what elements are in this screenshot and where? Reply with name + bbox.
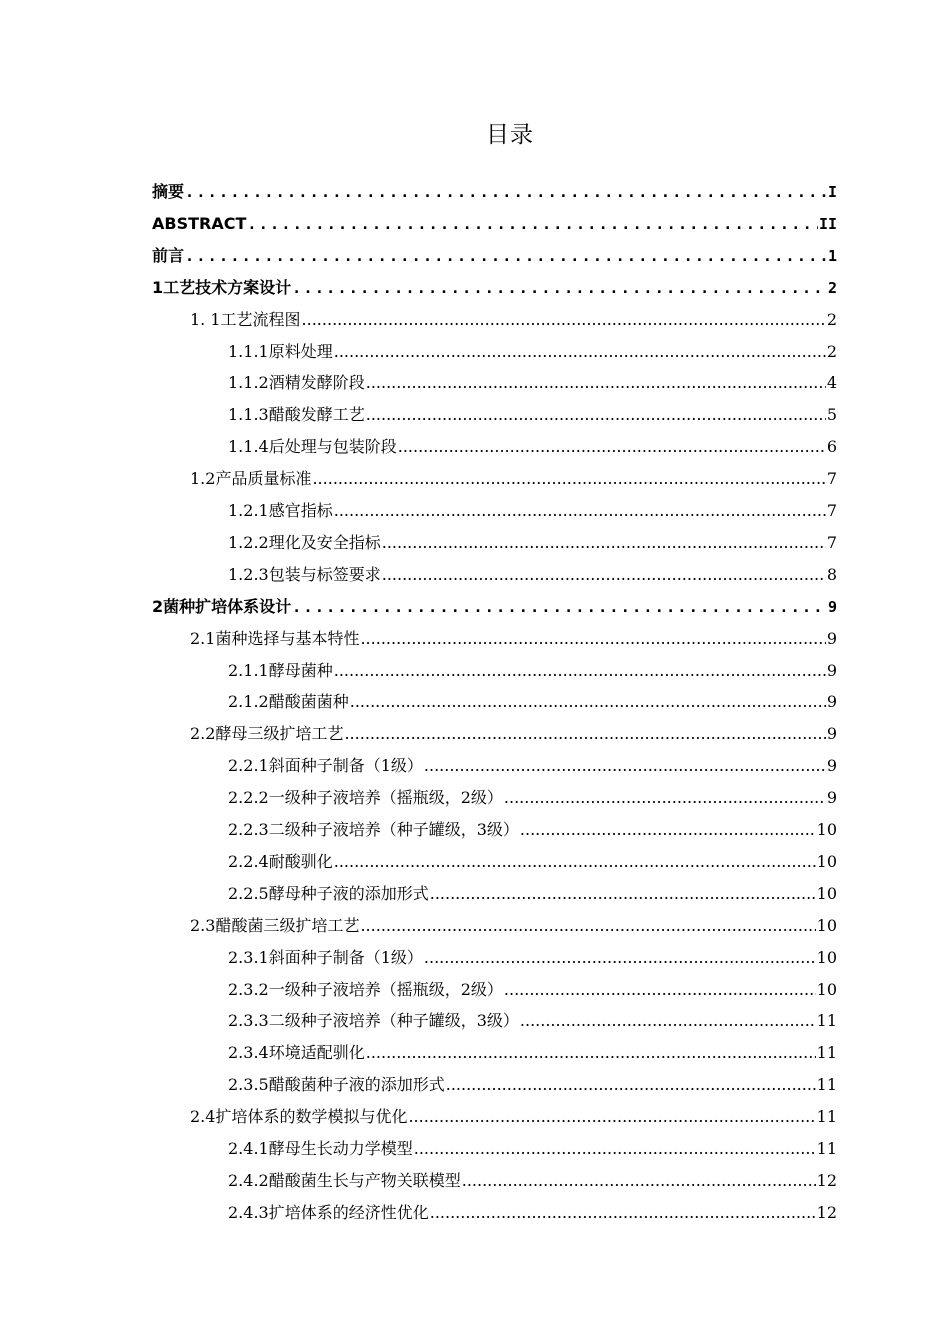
- toc-entry-title: 二级种子液培养（种子罐级，3级）: [268, 820, 519, 839]
- toc-entry-number: 2.2.5: [228, 883, 269, 903]
- toc-entry-number: 1: [152, 277, 164, 297]
- toc-entry[interactable]: [152, 1103, 837, 1127]
- toc-entry-page: 12: [816, 1170, 837, 1190]
- dot-leader: [462, 1171, 816, 1191]
- toc-entry-title: 扩培体系的经济性优化: [268, 1202, 429, 1222]
- toc-entry[interactable]: [152, 848, 837, 872]
- toc-entry-page: 2: [826, 341, 837, 361]
- toc-entry-page: 10: [816, 820, 837, 839]
- dot-leader: [350, 692, 826, 712]
- toc-entry[interactable]: [152, 816, 837, 840]
- dot-leader: [334, 852, 816, 872]
- dot-leader: [292, 278, 827, 298]
- toc-entry-page: 2: [826, 309, 837, 329]
- toc-entry-page: 9: [826, 756, 837, 776]
- toc-entry-number: 1.2: [190, 469, 216, 489]
- toc-entry-title: 工艺技术方案设计: [163, 277, 292, 297]
- toc-entry-title: 摘要: [152, 182, 185, 201]
- toc-entry[interactable]: [152, 561, 837, 585]
- toc-entry-number: 2.3.3: [228, 1011, 269, 1031]
- toc-entry-page: 10: [816, 979, 837, 999]
- toc-entry[interactable]: [152, 688, 837, 712]
- toc-entry-title: 理化及安全指标: [268, 532, 381, 552]
- toc-entry-page: 9: [826, 788, 837, 808]
- toc-entry-number: 1.1.3: [228, 405, 269, 425]
- dot-leader: [424, 948, 816, 968]
- toc-entry-title: 前言: [152, 245, 185, 265]
- dot-leader: [312, 469, 825, 489]
- toc-entry-number: 1.1.4: [228, 437, 269, 457]
- toc-entry-title: 原料处理: [268, 341, 333, 361]
- toc-entry-page: 11: [816, 1139, 837, 1158]
- toc-entry[interactable]: [152, 242, 837, 266]
- page-title: 目录: [486, 122, 534, 148]
- toc-entry-title: 二级种子液培养（种子罐级，3级）: [268, 1011, 519, 1031]
- dot-leader: [247, 214, 818, 234]
- dot-leader: [446, 1075, 816, 1095]
- toc-entry-title: 醋酸发酵工艺: [268, 405, 365, 425]
- toc-entry-number: 2.4.1: [228, 1139, 269, 1158]
- toc-entry-number: 2.4.3: [228, 1202, 269, 1222]
- toc-entry-title: 菌种扩培体系设计: [163, 596, 292, 616]
- toc-entry-number: 2.2.4: [228, 851, 269, 871]
- toc-entry-title: 环境适配驯化: [268, 1043, 365, 1063]
- toc-entry-title: 菌种选择与基本特性: [215, 628, 360, 648]
- dot-leader: [414, 1139, 816, 1159]
- toc-entry-number: 2.1.1: [228, 660, 269, 680]
- toc-entry-number: 2.3.4: [228, 1043, 269, 1063]
- toc-entry-number: 2: [152, 596, 164, 616]
- dot-leader: [366, 405, 826, 425]
- toc-entry-page: 1: [827, 246, 837, 265]
- toc-entry-title: 扩培体系的数学模拟与优化: [215, 1107, 408, 1127]
- toc-entry-title: 感官指标: [268, 501, 333, 520]
- toc-entry[interactable]: [152, 657, 837, 681]
- dot-leader: [302, 310, 826, 330]
- toc-entry-page: I: [827, 183, 837, 201]
- dot-leader: [424, 756, 826, 776]
- toc-entry[interactable]: [152, 1199, 837, 1223]
- toc-entry-title: 酵母三级扩培工艺: [215, 724, 344, 744]
- toc-entry-number: 1.2.2: [228, 532, 269, 552]
- toc-entry[interactable]: [152, 912, 837, 936]
- dot-leader: [382, 565, 826, 585]
- toc-entry-number: 2.3: [190, 915, 216, 935]
- toc-entry-page: 11: [816, 1043, 837, 1063]
- toc-entry-number: 2.2.1: [228, 756, 269, 776]
- dot-leader: [344, 724, 825, 744]
- toc-entry-page: 11: [816, 1075, 837, 1095]
- toc-entry-page: 8: [826, 564, 837, 584]
- toc-entry-number: 2.3.1: [228, 947, 269, 967]
- toc-entry-title: 斜面种子制备（1级）: [268, 947, 423, 967]
- dot-leader: [292, 597, 827, 617]
- toc-entry-title: 酵母生长动力学模型: [268, 1139, 413, 1158]
- toc-entry-number: 2.4: [190, 1107, 216, 1127]
- toc-entry-title: 一级种子液培养（摇瓶级，2级）: [268, 788, 503, 808]
- toc-entry-title: 耐酸驯化: [268, 851, 333, 871]
- toc-entry-page: 10: [816, 947, 837, 967]
- dot-leader: [334, 342, 826, 362]
- dot-leader: [366, 1043, 816, 1063]
- toc-entry-number: 2.2.3: [228, 820, 269, 839]
- dot-leader: [504, 980, 816, 1000]
- toc-entry-page: II: [818, 214, 837, 233]
- toc-entry[interactable]: [152, 274, 837, 298]
- dot-leader: [360, 629, 825, 649]
- toc-entry-page: 9: [826, 660, 837, 680]
- toc-entry-number: 2.2.2: [228, 788, 269, 808]
- toc-entry-page: 10: [816, 915, 837, 935]
- dot-leader: [366, 373, 826, 393]
- dot-leader: [360, 916, 815, 936]
- toc-entry-page: 11: [816, 1011, 837, 1031]
- toc-entry-title: 后处理与包装阶段: [268, 437, 397, 457]
- dot-leader: [520, 820, 816, 840]
- toc-entry-number: 1.2.1: [228, 501, 269, 520]
- toc-entry-page: 9: [826, 692, 837, 712]
- toc-entry-number: 2.4.2: [228, 1170, 269, 1190]
- toc-entry-page: 7: [826, 469, 837, 489]
- toc-entry-title: 一级种子液培养（摇瓶级，2级）: [268, 979, 503, 999]
- toc-entry-page: 7: [826, 532, 837, 552]
- toc-entry[interactable]: [152, 465, 837, 489]
- toc-entry-title: 醋酸菌三级扩培工艺: [215, 915, 360, 935]
- toc-entry[interactable]: [152, 497, 837, 521]
- toc-entry-title: 酵母菌种: [268, 660, 333, 680]
- toc-entry-number: 1.1.2: [228, 373, 269, 393]
- toc-entry-page: 2: [827, 278, 837, 297]
- toc-entry-page: 10: [816, 851, 837, 871]
- toc-entry-title: 醋酸菌种子液的添加形式: [268, 1075, 445, 1095]
- toc-entry-title: 斜面种子制备（1级）: [268, 756, 423, 776]
- toc-entry-number: 2.1.2: [228, 692, 269, 712]
- toc-entry[interactable]: [152, 433, 837, 457]
- toc-entry-page: 4: [826, 373, 837, 393]
- toc-entry-title: 酵母种子液的添加形式: [268, 883, 429, 903]
- toc-entry[interactable]: [152, 944, 837, 968]
- toc-entry[interactable]: [152, 1167, 837, 1191]
- toc-entry-title: 酒精发酵阶段: [268, 373, 365, 393]
- toc-entry-page: 12: [816, 1202, 837, 1222]
- toc-entry[interactable]: [152, 178, 837, 202]
- dot-leader: [520, 1011, 816, 1031]
- toc-entry[interactable]: [152, 880, 837, 904]
- dot-leader: [504, 788, 826, 808]
- toc-entry-title: 醋酸菌生长与产物关联模型: [268, 1170, 461, 1190]
- toc-entry[interactable]: [152, 593, 837, 617]
- toc-entry[interactable]: [152, 752, 837, 776]
- toc-entry-page: 11: [816, 1107, 837, 1127]
- toc-entry[interactable]: [152, 1039, 837, 1063]
- dot-leader: [408, 1107, 815, 1127]
- toc-entry-number: 1.2.3: [228, 564, 269, 584]
- toc-entry[interactable]: [152, 976, 837, 1000]
- toc-entry[interactable]: [152, 338, 837, 362]
- dot-leader: [430, 1203, 816, 1223]
- dot-leader: [334, 501, 826, 521]
- toc-entry[interactable]: [152, 401, 837, 425]
- toc-entry-title: 包装与标签要求: [268, 564, 381, 584]
- dot-leader: [398, 437, 826, 457]
- dot-leader: [382, 533, 826, 553]
- dot-leader: [185, 246, 827, 266]
- toc-entry-number: 1.1.1: [228, 341, 269, 361]
- toc-entry-title: 醋酸菌菌种: [268, 692, 349, 712]
- toc-entry-page: 9: [827, 597, 837, 616]
- toc-entry-page: 5: [826, 405, 837, 425]
- toc-entry[interactable]: [152, 1135, 837, 1159]
- toc-entry[interactable]: [152, 625, 837, 649]
- dot-leader: [334, 661, 826, 681]
- toc-entry[interactable]: [152, 529, 837, 553]
- toc-entry-number: 2.1: [190, 628, 216, 648]
- toc-entry[interactable]: [152, 210, 837, 234]
- toc-entry[interactable]: [152, 720, 837, 744]
- toc-entry-page: 7: [826, 501, 837, 520]
- toc-entry-title: ABSTRACT: [152, 213, 247, 233]
- toc-entry-number: 1. 1: [190, 309, 221, 329]
- toc-entry[interactable]: [152, 1007, 837, 1031]
- toc-entry-page: 9: [826, 724, 837, 744]
- toc-entry-page: 6: [826, 437, 837, 457]
- toc-entry-page: 10: [816, 883, 837, 903]
- toc-entry-page: 9: [826, 628, 837, 648]
- toc-entry[interactable]: [152, 1071, 837, 1095]
- dot-leader: [185, 182, 827, 202]
- toc-entry-number: 2.2: [190, 724, 216, 744]
- toc-entry-title: 工艺流程图: [220, 309, 301, 329]
- toc-entry-number: 2.3.2: [228, 979, 269, 999]
- toc-entry[interactable]: [152, 306, 837, 330]
- toc-entry[interactable]: [152, 369, 837, 393]
- toc-entry-number: 2.3.5: [228, 1075, 269, 1095]
- toc-entry[interactable]: [152, 784, 837, 808]
- toc-entry-title: 产品质量标准: [215, 469, 312, 489]
- dot-leader: [430, 884, 816, 904]
